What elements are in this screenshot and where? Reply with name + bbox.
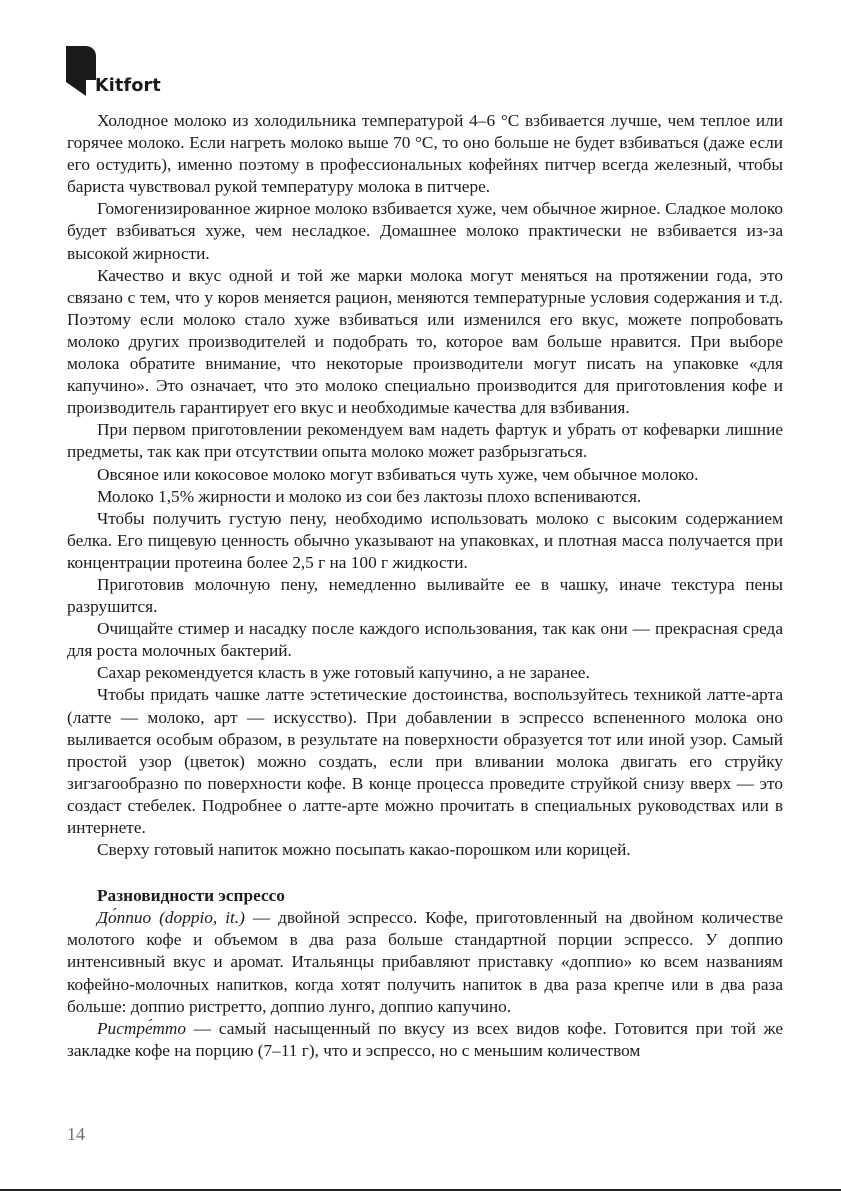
paragraph: Сверху готовый напиток можно посыпать какао-порошком или корицей. [97,840,631,860]
paragraph: Чтобы придать чашке латте эстетические достоинства, воспользуйтесь техникой латте-арта (латте — молоко, арт — искусство). При добавлении в эспрессо вспененного молока оно выливается особым образом, в результате на поверхности образуется тот или иной узор. Самый простой узор (цветок) можно создать, если при вливании молока двигать его струйку зигзагообразно по поверхности кофе. В конце процесса проведите струйкой снизу вверх — это создаст стебелек. Подробнее о латте-арте можно прочитать в специальных руководствах или в интернете. [67,685,783,837]
paragraph: Очищайте стимер и насадку после каждого использования, так как они — прекрасная среда для роста молочных бактерий. [67,619,783,661]
kitfort-logo-text: Kitfort [95,76,161,96]
kitfort-logo-icon [66,46,96,96]
doppio-term: До́ппио (doppio, it.) [97,908,245,928]
kitfort-logo [66,46,186,98]
paragraph: Молоко 1,5% жирности и молоко из сои без лактозы плохо вспениваются. [97,486,642,506]
paragraph: При первом приготовлении рекомендуем вам надеть фартук и убрать от кофеварки лишние предметы, так как при отсутствии опыта молоко может разбрызгаться. [67,420,783,462]
paragraph: Чтобы получить густую пену, необходимо использовать молоко с высоким содержанием белка. Его пищевую ценность обычно указывают на упаковках, и плотная масса получается при концентрации протеина более 2,5 г на 100 г жидкости. [67,508,783,572]
ristretto-paragraph [67,1018,783,1062]
page-number: 14 [67,1124,85,1144]
paragraph: Приготовив молочную пену, немедленно выливайте ее в чашку, иначе текстура пены разрушится. [67,574,783,617]
paragraph: Гомогенизированное жирное молоко взбивается хуже, чем обычное жирное. Сладкое молоко будет взбиваться хуже, чем несладкое. Домашнее молоко практически не взбивается из-за высокой жирности. [67,199,783,263]
doppio-paragraph [67,907,783,1017]
paragraph: Качество и вкус одной и той же марки молока могут меняться на протяжении года, это связано с тем, что у коров меняется рацион, меняются температурные условия содержания и т.д. Поэтому если молоко стало хуже взбиваться или изменился его вкус, можете попробовать молоко других производителей и подобрать то, которое вам больше нравится. При выборе молока обратите внимание, что некоторые производители могут писать на упаковке «для капучино». Это означает, что это молоко специально производится для приготовления кофе и производитель гарантирует его вкус и необходимые качества для взбивания. [67,265,783,418]
section-heading: Разновидности эспрессо [97,886,285,906]
ristretto-term: Ристре́тто [97,1018,187,1038]
paragraph: Овсяное или кокосовое молоко могут взбиваться чуть хуже, чем обычное молоко. [97,464,699,484]
ristretto-definition: — самый насыщенный по вкусу из всех видов кофе. Готовится при той же закладке кофе на порцию (7–11 г), что и эспрессо, но с меньшим количеством [67,1018,783,1060]
paragraph: Холодное молоко из холодильника температурой 4–6 °C взбивается лучше, чем теплое или горячее молоко. Если нагреть молоко выше 70 °C, то оно больше не будет взбиваться (даже если его остудить), именно поэтому в профессиональных кофейнях питчер всегда железный, чтобы бариста чувствовал рукой температуру молока в питчере. [67,111,783,197]
paragraph: Сахар рекомендуется класть в уже готовый капучино, а не заранее. [97,663,590,683]
body-text [67,110,783,1062]
doppio-definition: — двойной эспрессо. Кофе, приготовленный на двойном количестве молотого кофе и объемом в два раза больше стандартной порции эспрессо. У доппио интенсивный вкус и аромат. Итальянцы прибавляют приставку «доппио» ко всем названиям кофейно-молочных напитков, когда хотят получить напиток в два раза крепче или в два раза больше: доппио ристретто, доппио лунго, доппио капучино. [67,908,783,1016]
